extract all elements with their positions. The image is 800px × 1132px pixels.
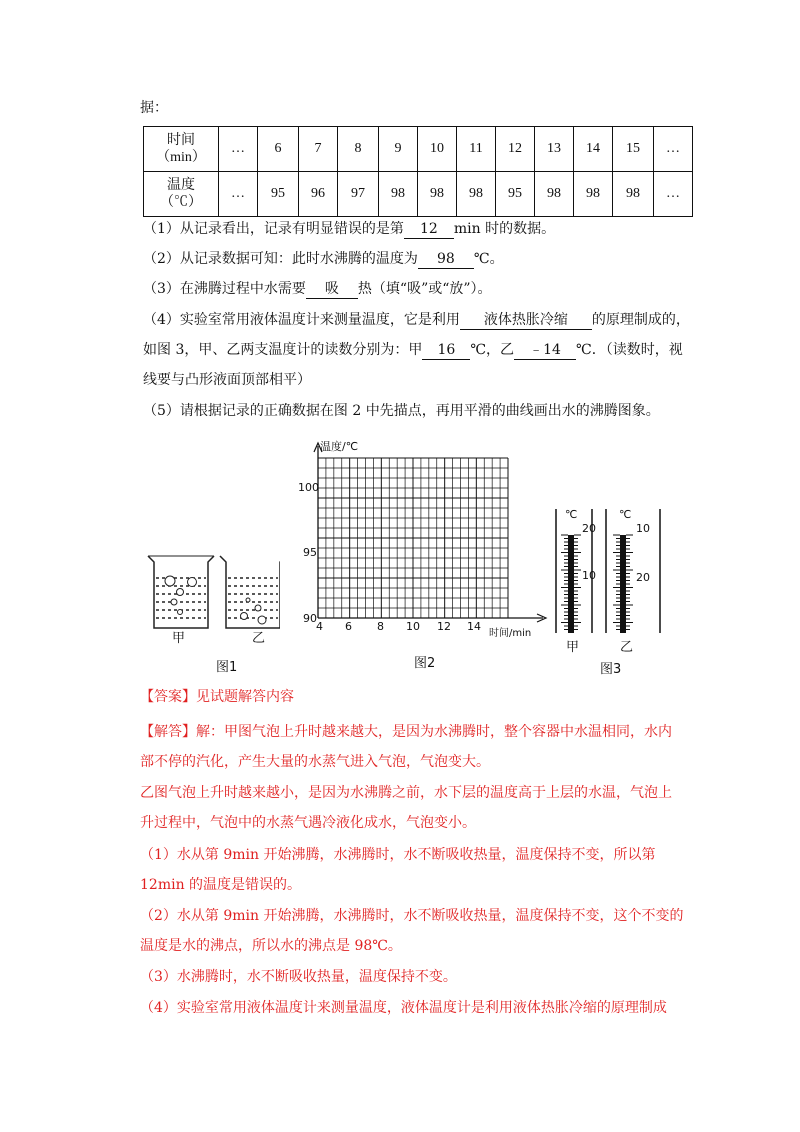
temp-header (144, 172, 219, 217)
time-header-line2: （min） (156, 150, 206, 165)
temp-cell: 98 (535, 172, 574, 217)
question-1-suffix: min 时的数据。 (453, 221, 556, 237)
question-2-answer: 98 (418, 250, 474, 269)
time-cell: 7 (299, 127, 338, 172)
thermometer-yi (613, 535, 633, 633)
figure-3-label-jia: 甲 (566, 640, 580, 655)
question-2-prefix: （2）从记录数据可知：此时水沸腾的温度为 (143, 251, 418, 267)
temp-header-line2: （℃） (160, 195, 202, 210)
time-row (144, 127, 693, 172)
temp-cell: 98 (379, 172, 418, 217)
solution-line-10: （4）实验室常用液体温度计来测量温度，液体温度计是利用液体热胀冷缩的原理制成 (140, 1000, 667, 1016)
figure-1-label-yi: 乙 (252, 631, 266, 646)
beaker-yi (220, 556, 280, 628)
grid-lines (318, 458, 508, 618)
solution-line-7: （2）水从第 9min 开始沸腾，水沸腾时，水不断吸收热量，温度保持不变，这个不变的 (140, 908, 684, 924)
figure-1-label-jia: 甲 (172, 631, 186, 646)
figure-3-thermometers (550, 505, 670, 640)
temp-cell: 96 (299, 172, 338, 217)
time-cell: 8 (338, 127, 379, 172)
figure-2-xtick: 12 (437, 620, 451, 633)
figure-2-xtick: 10 (406, 620, 420, 633)
solution-line-2: 部不停的汽化，产生大量的水蒸气进入气泡，气泡变大。 (140, 754, 490, 770)
figure-2-xtick: 6 (345, 620, 352, 633)
temp-cell: 95 (258, 172, 299, 217)
time-cell: 13 (535, 127, 574, 172)
answer-jia-reading: 16 (422, 341, 470, 360)
question-1 (143, 219, 555, 239)
question-3-prefix: （3）在沸腾过程中水需要 (143, 281, 306, 297)
time-cell: 12 (496, 127, 535, 172)
figure-3-label-yi: 乙 (620, 640, 634, 655)
figure-2-caption: 图2 (414, 656, 436, 671)
time-cell: 9 (379, 127, 418, 172)
temp-cell: 98 (457, 172, 496, 217)
question-3-answer: 吸 (306, 280, 358, 299)
solution-tag: 【解答】 (140, 724, 196, 740)
temp-cell: … (219, 172, 258, 217)
question-4-suffix: 的原理制成的， (591, 312, 690, 328)
time-cell: 14 (574, 127, 613, 172)
solution-line-8: 温度是水的沸点，所以水的沸点是 98℃。 (140, 938, 402, 954)
figure-3-caption: 图3 (600, 662, 622, 677)
figure-2-xlabel: 时间/min (489, 628, 532, 639)
question-4-line2-suffix: ℃．（读数时，视 (576, 342, 683, 358)
question-1-answer: 12 (404, 220, 454, 239)
question-2-suffix: ℃。 (473, 251, 504, 267)
question-3 (143, 279, 492, 299)
thermometer-jia-tick-label: 10 (582, 569, 596, 582)
figure-2-ytick: 100 (298, 481, 319, 494)
time-cell: 15 (613, 127, 654, 172)
solution-line-6: 12min 的温度是错误的。 (140, 877, 302, 893)
figure-2-ytick: 95 (303, 546, 317, 559)
thermometer-jia-unit: ℃ (565, 508, 578, 521)
time-cell: 10 (418, 127, 457, 172)
temp-cell: … (654, 172, 693, 217)
question-1-prefix: （1）从记录看出，记录有明显错误的是第 (143, 221, 404, 237)
question-3-suffix: 热（填“吸”或“放”）。 (357, 281, 492, 297)
figure-2-ylabel: 温度/℃ (320, 440, 359, 453)
solution-line-9: （3）水沸腾时，水不断吸收热量，温度保持不变。 (140, 969, 457, 985)
solution-line-1 (140, 722, 672, 742)
figure-2-xtick: 14 (467, 620, 481, 633)
temp-cell: 98 (574, 172, 613, 217)
beaker-jia (148, 556, 214, 628)
solution-line-4: 升过程中，气泡中的水蒸气遇冷液化成水，气泡变小。 (140, 815, 476, 831)
solution-line-3: 乙图气泡上升时越来越小，是因为水沸腾之前，水下层的温度高于上层的水温，气泡上 (140, 785, 672, 801)
figure-2-ytick: 90 (303, 612, 317, 625)
thermometer-yi-column (620, 535, 626, 633)
thermometer-yi-tick-label: 20 (636, 571, 650, 584)
answer-tag: 【答案】 (140, 689, 196, 705)
data-table (143, 126, 693, 217)
thermometer-jia-column (568, 535, 574, 633)
question-4-prefix: （4）实验室常用液体温度计来测量温度，它是利用 (143, 312, 460, 328)
question-4-line2 (143, 340, 683, 360)
temp-row (144, 172, 693, 217)
question-4-mid: ℃，乙 (470, 342, 515, 358)
figure-2-grid (298, 438, 548, 643)
figure-2-xtick: 8 (377, 620, 384, 633)
temp-cell: 95 (496, 172, 535, 217)
figure-2-xtick: 4 (316, 620, 323, 633)
temp-cell: 98 (613, 172, 654, 217)
intro-text: 据： (140, 100, 168, 116)
question-4-line1 (143, 310, 690, 330)
answer-line (140, 687, 294, 707)
temp-cell: 98 (418, 172, 457, 217)
figure-1-caption: 图1 (216, 660, 238, 675)
temp-cell: 97 (338, 172, 379, 217)
thermometer-jia-tick-label: 20 (582, 522, 596, 535)
temp-header-line1: 温度 (167, 178, 195, 193)
question-5: （5）请根据记录的正确数据在图 2 中先描点，再用平滑的曲线画出水的沸腾图象。 (143, 403, 660, 419)
thermometer-jia (561, 535, 581, 633)
time-cell: 6 (258, 127, 299, 172)
solution-line-5: （1）水从第 9min 开始沸腾，水沸腾时，水不断吸收热量，温度保持不变，所以第 (140, 847, 656, 863)
thermometer-yi-unit: ℃ (619, 508, 632, 521)
question-4-line3: 线要与凸形液面顶部相平） (143, 372, 311, 388)
solution-text: 解：甲图气泡上升时越来越大，是因为水沸腾时，整个容器中水温相同，水内 (196, 724, 672, 740)
answer-text: 见试题解答内容 (196, 689, 294, 705)
thermometer-yi-tick-label: 10 (636, 522, 650, 535)
question-2 (143, 249, 504, 269)
time-cell: … (219, 127, 258, 172)
time-header-line1: 时间 (167, 133, 195, 148)
answer-yi-reading: ﹣14 (514, 341, 576, 360)
question-4-answer: 液体热胀冷缩 (460, 311, 592, 330)
time-cell: … (654, 127, 693, 172)
question-4-line2-prefix: 如图 3，甲、乙两支温度计的读数分别为：甲 (143, 342, 423, 358)
time-cell: 11 (457, 127, 496, 172)
time-header (144, 127, 219, 172)
